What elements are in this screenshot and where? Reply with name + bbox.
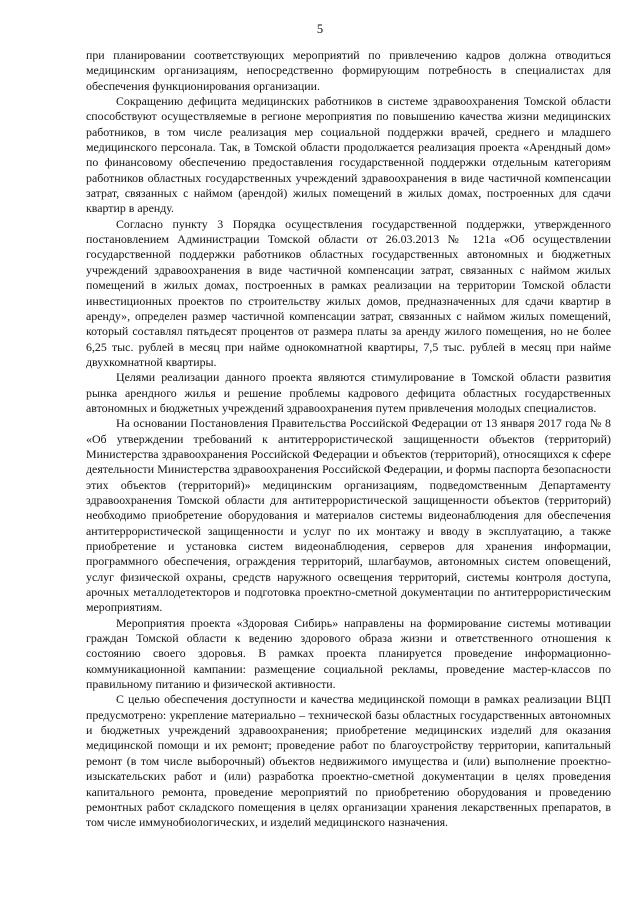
page-number: 5 <box>316 22 324 36</box>
paragraph-antiterrorism: На основании Постановления Правительства Российской Федерации от 13 января 2017 года № 8 «Об утверждении требований к антитеррористической защищенности объектов (территорий) Министерства здравоохранения Российской Федерации и объектов (территорий), относящихся к сфере деятельности Министерства здравоохранения Российской Федерации, и формы паспорта безопасности этих объектов (территорий)» медицинским организациям, подведомственным Департаменту здравоохранения Томской области для антитеррористической защищенности объектов (территорий) необходимо приобретение оборудования и материалов системы видеонаблюдения для обеспечения антитеррористической защищенности и услуг по их монтажу и вводу в эксплуатацию, а также приобретение и установка систем видеонаблюдения, серверов для хранения информации, программного обеспечения, ограждения территорий, шлагбаумов, автономных систем оповещений, услуг физической охраны, средств наружного освещения территорий, системы контроля доступа, арочных металлодетекторов и подготовка проектно-сметной документации по антитеррористическим мероприятиям. <box>86 416 611 615</box>
document-body <box>86 48 611 831</box>
paragraph-project-goals: Целями реализации данного проекта являются стимулирование в Томской области развития рынка арендного жилья и решение проблемы кадрового дефицита областных государственных автономных и бюджетных учреждений здравоохранения путем привлечения молодых специалистов. <box>86 370 611 415</box>
paragraph-healthy-siberia: Мероприятия проекта «Здоровая Сибирь» направлены на формирование системы мотивации граждан Томской области к ведению здорового образа жизни и ответственного отношения к состоянию своего здоровья. В рамках проекта планируется проведение информационно-коммуникационной кампании: размещение социальной рекламы, проведение мастер-классов по правильному питанию и физической активности. <box>86 615 611 692</box>
paragraph-staff-shortage: Сокращению дефицита медицинских работников в системе здравоохранения Томской области способствуют осуществляемые в регионе мероприятия по повышению качества жизни медицинских работников, в том числе реализация мер социальной поддержки врачей, среднего и младшего медицинского персонала. Так, в Томской области продолжается реализация проекта «Арендный дом» по финансовому обеспечению предоставления государственной поддержки отдельным категориям работников областных государственных учреждений здравоохранения в виде частичной компенсации затрат, связанных с наймом (арендой) жилых помещений в жилых домах, построенных для сдачи квартир в аренду. <box>86 94 611 216</box>
paragraph-state-support-order: Согласно пункту 3 Порядка осуществления государственной поддержки, утвержденного постановлением Администрации Томской области от 26.03.2013 № 121а «Об осуществлении государственной поддержки работников областных государственных автономных и бюджетных учреждений здравоохранения в виде частичной компенсации затрат, связанных с наймом жилых помещений в жилых домах, построенных в рамках реализации на территории Томской области инвестиционных проектов по строительству жилых домов, предназначенных для сдачи квартир в аренду», определен размер частичной компенсации затрат, связанных с наймом жилых помещений, который составлял пятьдесят процентов от размера платы за аренду жилого помещения, но не более 6,25 тыс. рублей в месяц при найме однокомнатной квартиры, 7,5 тыс. рублей в месяц при найме двухкомнатной квартиры. <box>86 216 611 369</box>
paragraph-continuation: при планировании соответствующих мероприятий по привлечению кадров должна отводиться медицинским организациям, непосредственно формирующим потребность в специалистах для обеспечения функционирования организации. <box>86 48 611 93</box>
paragraph-medical-care-access: С целью обеспечения доступности и качества медицинской помощи в рамках реализации ВЦП предусмотрено: укрепление материально – технической базы областных государственных автономных и бюджетных учреждений здравоохранения; приобретение медицинских изделий для оказания медицинской помощи и их ремонт; проведение работ по благоустройству территории, капитальный ремонт (в том числе выборочный) объектов недвижимого имущества и (или) выполнение проектно-изыскательских работ и (или) разработка проектно-сметной документации в целях проведения капитального ремонта, проведение мероприятий по приобретению оборудования и проведению ремонтных работ складского помещения в целях организации хранения лекарственных препаратов, в том числе иммунобиологических, и изделий медицинского назначения. <box>86 692 611 830</box>
